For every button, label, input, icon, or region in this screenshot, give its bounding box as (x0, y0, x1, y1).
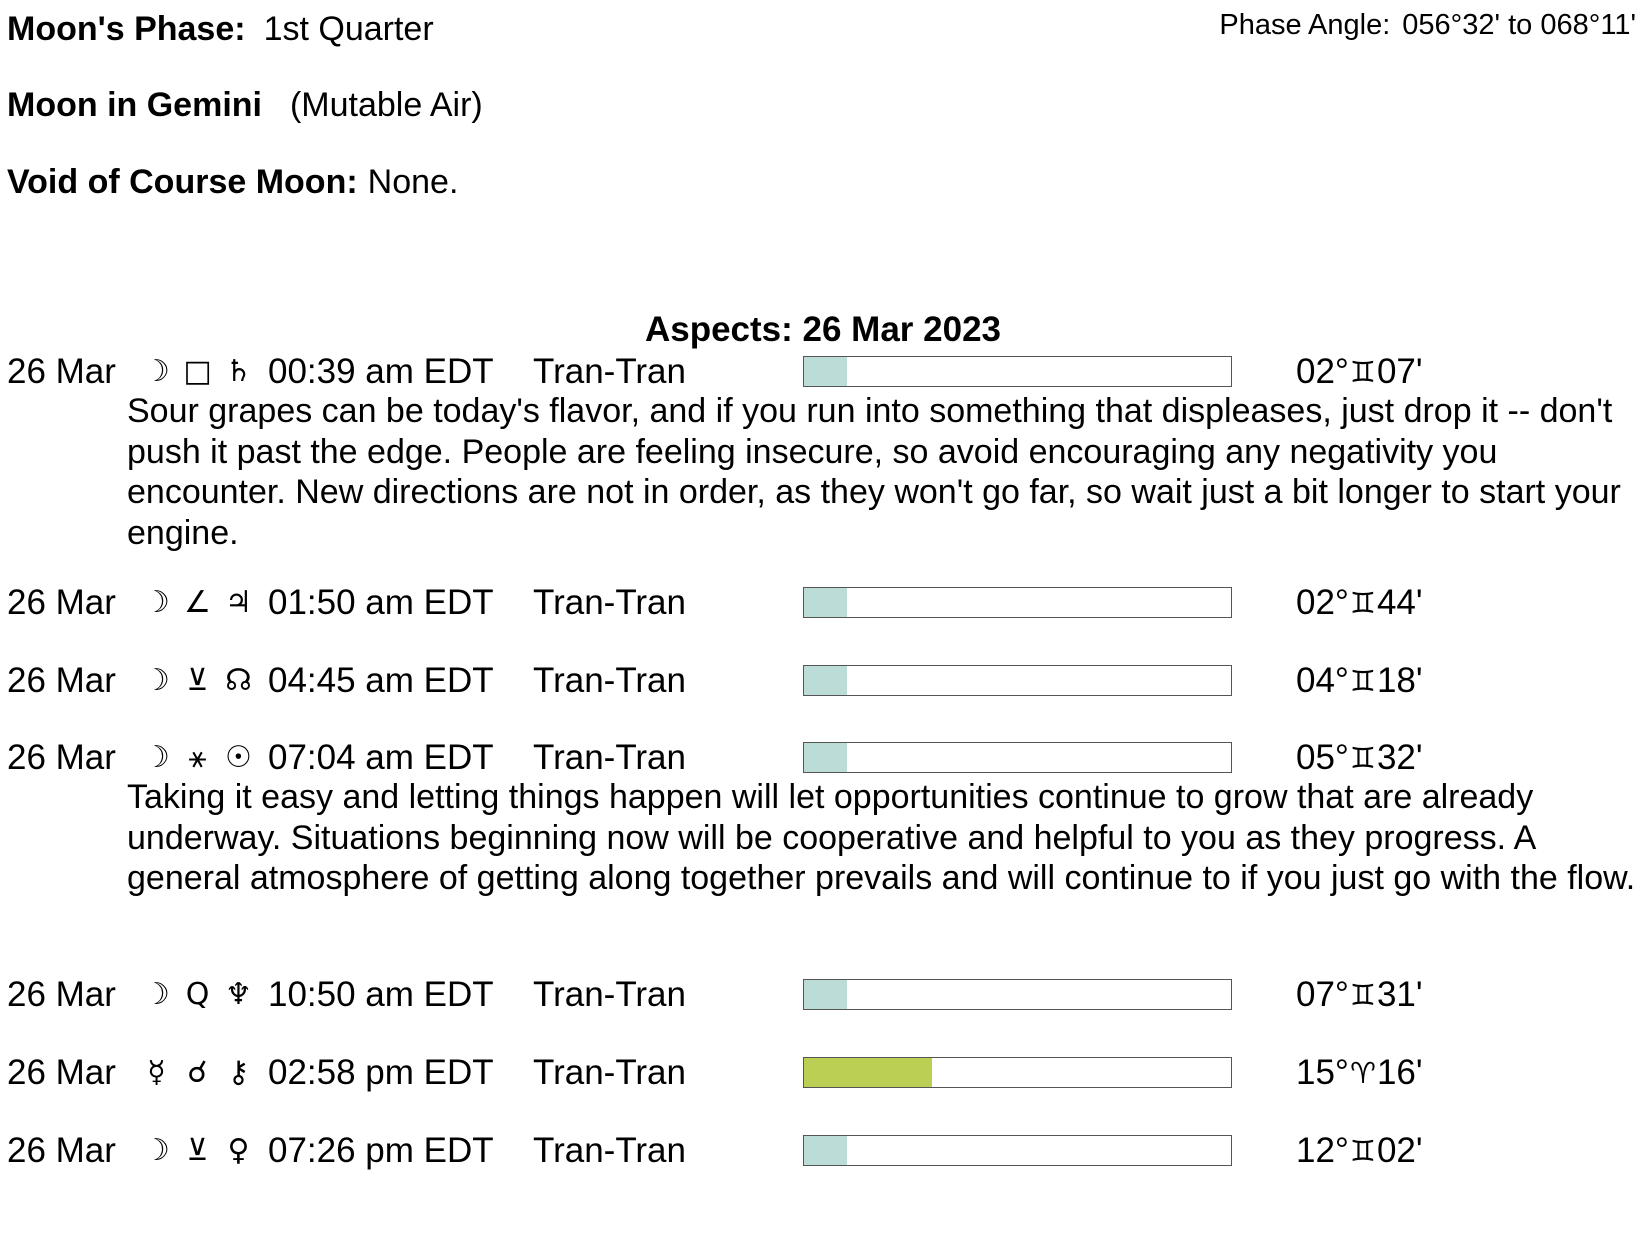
aspect-strength-fill (804, 980, 847, 1009)
position-minutes: 44' (1376, 583, 1423, 622)
aspect-strength-bar (803, 979, 1232, 1010)
aspect-strength-fill (804, 588, 847, 617)
phase-angle-value: 056°32' to 068°11' (1402, 9, 1636, 41)
moon-icon: ☽ (143, 1133, 170, 1168)
aspect-date: 26 Mar (7, 1053, 116, 1092)
aspect-time: 00:39 am EDT (268, 352, 494, 391)
aspect-type: Tran-Tran (533, 975, 686, 1014)
conjunction-aspect-icon: ☌ (187, 1055, 208, 1090)
gemini-icon: ♊ (1349, 1134, 1376, 1168)
aspect-glyphs (136, 738, 259, 778)
aspect-position (1296, 1053, 1423, 1093)
aspect-strength-fill (804, 1058, 932, 1087)
semisquare-aspect-icon: ∠ (184, 585, 211, 620)
aspect-strength-bar (803, 1057, 1232, 1088)
moon-phase-value: 1st Quarter (263, 10, 434, 48)
position-minutes: 07' (1376, 352, 1423, 391)
chiron-icon: ⚷ (227, 1055, 250, 1090)
moon-icon: ☽ (143, 354, 170, 389)
aspect-glyphs (136, 1131, 259, 1171)
aspect-position (1296, 1131, 1423, 1171)
position-minutes: 16' (1376, 1053, 1423, 1092)
aspect-position (1296, 975, 1423, 1015)
aspect-position (1296, 583, 1423, 623)
gemini-icon: ♊ (1349, 978, 1376, 1012)
position-degrees: 15° (1296, 1053, 1349, 1092)
gemini-icon: ♊ (1349, 355, 1376, 389)
moon-sign-label: Moon in Gemini (7, 86, 262, 124)
moon-sign-line (7, 85, 483, 125)
aspect-time: 07:26 pm EDT (268, 1131, 494, 1170)
aspect-strength-bar (803, 742, 1232, 773)
sextile-aspect-icon: ⚹ (188, 740, 207, 775)
saturn-icon: ♄ (225, 354, 252, 389)
aspect-type: Tran-Tran (533, 738, 686, 777)
aspect-strength-bar (803, 665, 1232, 696)
aspect-description: Sour grapes can be today's flavor, and if you run into something that displeases, just drop it -- don't push it past the edge. People are feeling insecure, so avoid encouraging any negativity you encounter. New directions are not in order, as they won't go far, so wait just a bit longer to start your engine. (127, 392, 1621, 552)
moon-icon: ☽ (143, 977, 170, 1012)
aspect-strength-bar (803, 1135, 1232, 1166)
aspect-position (1296, 661, 1423, 701)
aspect-row (0, 1053, 1646, 1093)
semisextile-aspect-icon: ⊻ (186, 663, 209, 698)
gemini-icon: ♊ (1349, 664, 1376, 698)
void-of-course-line (7, 162, 458, 202)
aspect-time: 02:58 pm EDT (268, 1053, 494, 1092)
aspect-date: 26 Mar (7, 352, 116, 391)
aspect-row (0, 1131, 1646, 1171)
aspect-strength-bar (803, 356, 1232, 387)
aspect-type: Tran-Tran (533, 583, 686, 622)
moon-phase-label: Moon's Phase: (7, 10, 246, 48)
aspect-type: Tran-Tran (533, 352, 686, 391)
aspect-strength-fill (804, 1136, 847, 1165)
aspect-position (1296, 352, 1423, 392)
void-of-course-label: Void of Course Moon: (7, 163, 358, 201)
aspect-time: 01:50 am EDT (268, 583, 494, 622)
position-degrees: 02° (1296, 352, 1349, 391)
gemini-icon: ♊ (1349, 741, 1376, 775)
position-minutes: 32' (1376, 738, 1423, 777)
moon-phase-line (7, 9, 434, 49)
moon-icon: ☽ (143, 663, 170, 698)
aspect-row (0, 975, 1646, 1015)
aspect-strength-fill (804, 743, 847, 772)
aspect-date: 26 Mar (7, 583, 116, 622)
aspect-row (0, 738, 1646, 778)
aspect-row (0, 352, 1646, 392)
aspects-title: Aspects: 26 Mar 2023 (644, 310, 1002, 349)
aspect-glyphs (136, 583, 259, 623)
position-degrees: 05° (1296, 738, 1349, 777)
mercury-icon: ☿ (147, 1055, 166, 1090)
position-minutes: 18' (1376, 661, 1423, 700)
aspect-time: 04:45 am EDT (268, 661, 494, 700)
sun-icon: ☉ (225, 740, 252, 775)
jupiter-icon: ♃ (225, 585, 252, 620)
north-node-icon: ☊ (225, 663, 252, 698)
moon-sign-detail: (Mutable Air) (289, 86, 483, 124)
aspect-glyphs (136, 352, 259, 392)
aspect-strength-fill (804, 357, 847, 386)
venus-icon: ♀ (227, 1133, 250, 1168)
aspect-date: 26 Mar (7, 661, 116, 700)
aspect-glyphs (136, 1053, 259, 1093)
position-minutes: 31' (1376, 975, 1423, 1014)
aspect-type: Tran-Tran (533, 661, 686, 700)
aspect-type: Tran-Tran (533, 1131, 686, 1170)
aspect-description: Taking it easy and letting things happen will let opportunities continue to grow that are already underway. Situations beginning now will be cooperative and helpful to you as they progress. A general atmosphere of getting along together prevails and will continue to if you just go with the flow. (127, 778, 1636, 897)
aspect-row (0, 583, 1646, 623)
aspect-time: 07:04 am EDT (268, 738, 494, 777)
phase-angle-label: Phase Angle: (1219, 9, 1391, 41)
square-aspect-icon: □ (183, 354, 212, 389)
aspect-time: 10:50 am EDT (268, 975, 494, 1014)
aspect-date: 26 Mar (7, 1131, 116, 1170)
phase-angle (1219, 7, 1636, 43)
aspect-row (0, 661, 1646, 701)
moon-icon: ☽ (143, 740, 170, 775)
position-degrees: 12° (1296, 1131, 1349, 1170)
aspect-glyphs (136, 975, 259, 1015)
quintile-aspect-icon: Q (185, 977, 210, 1012)
void-of-course-value: None. (367, 163, 459, 201)
position-degrees: 04° (1296, 661, 1349, 700)
aspect-strength-fill (804, 666, 847, 695)
position-degrees: 07° (1296, 975, 1349, 1014)
moon-icon: ☽ (143, 585, 170, 620)
aries-icon: ♈ (1349, 1056, 1376, 1090)
aspect-position (1296, 738, 1423, 778)
aspect-date: 26 Mar (7, 738, 116, 777)
aspect-glyphs (136, 661, 259, 701)
semisextile-aspect-icon: ⊻ (186, 1133, 209, 1168)
aspect-date: 26 Mar (7, 975, 116, 1014)
neptune-icon: ♆ (225, 977, 252, 1012)
gemini-icon: ♊ (1349, 586, 1376, 620)
aspect-strength-bar (803, 587, 1232, 618)
aspect-type: Tran-Tran (533, 1053, 686, 1092)
position-degrees: 02° (1296, 583, 1349, 622)
position-minutes: 02' (1376, 1131, 1423, 1170)
